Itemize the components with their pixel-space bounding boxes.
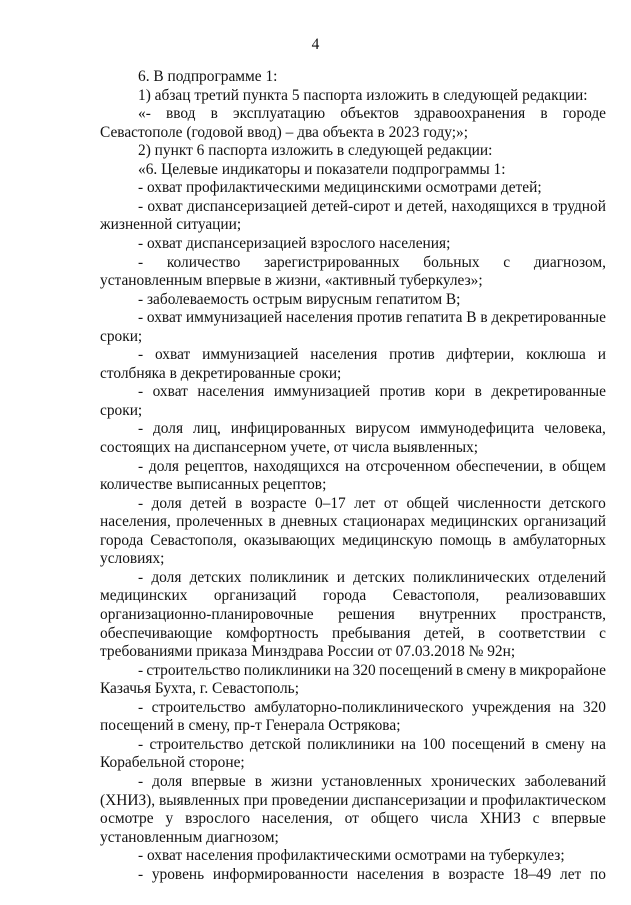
text-line: Севастополе (годовой ввод) – два объекта в 2023 году;»; bbox=[100, 123, 468, 141]
text-line bbox=[138, 383, 606, 401]
word: 320 bbox=[352, 661, 376, 679]
word: помощь bbox=[439, 531, 492, 549]
page-number: 4 bbox=[311, 36, 320, 53]
word: детей-сирот bbox=[311, 197, 391, 215]
word: охват bbox=[146, 309, 183, 327]
text-line: посещений в смену, пр-т Генерала Острякова; bbox=[100, 717, 401, 735]
word: - bbox=[138, 735, 144, 753]
word: в bbox=[254, 772, 263, 790]
word: пребывания bbox=[332, 624, 411, 642]
word: и bbox=[394, 197, 403, 215]
word: охват bbox=[147, 197, 183, 215]
word: населения bbox=[310, 346, 378, 364]
word: коклюша bbox=[526, 346, 586, 364]
word: и bbox=[336, 568, 345, 586]
word: детских bbox=[189, 568, 242, 586]
word: стационарах bbox=[343, 513, 426, 531]
word: в bbox=[498, 531, 506, 549]
word: доля bbox=[152, 772, 183, 790]
word: с bbox=[503, 253, 511, 271]
word: 18–49 bbox=[512, 865, 552, 883]
word: в bbox=[477, 624, 486, 642]
word: в bbox=[531, 735, 539, 753]
word: рецептов, bbox=[184, 457, 248, 475]
word: отсроченном bbox=[365, 457, 451, 475]
word: дневных bbox=[281, 513, 338, 531]
word: доля bbox=[148, 457, 179, 475]
word: с bbox=[599, 624, 606, 642]
word: от bbox=[344, 810, 359, 827]
word: «- bbox=[138, 105, 151, 123]
text-line: установленным диагнозом; bbox=[100, 828, 279, 846]
text-line bbox=[100, 810, 606, 828]
word: строительство bbox=[151, 698, 246, 716]
word: заболеваний bbox=[524, 772, 606, 790]
word: иммунизацией bbox=[185, 309, 283, 327]
word: населения bbox=[197, 383, 265, 401]
text-line bbox=[138, 773, 606, 791]
word: охват bbox=[152, 383, 188, 401]
word: в bbox=[455, 661, 464, 679]
word: 0–17 bbox=[314, 494, 346, 512]
word: детской bbox=[249, 735, 301, 753]
text-line bbox=[138, 198, 606, 216]
word: медицинских bbox=[100, 587, 188, 605]
word: лет bbox=[354, 494, 376, 512]
word: в bbox=[268, 513, 276, 531]
word: кори bbox=[434, 383, 466, 401]
text-line: установленным впервые в жизни, «активный туберкулез»; bbox=[100, 272, 483, 290]
text-line: - охват профилактическими медицинскими осмотрами детей; bbox=[138, 179, 542, 197]
word: - bbox=[138, 197, 144, 215]
word: амбулаторных bbox=[512, 531, 606, 549]
word: диагнозом, bbox=[533, 253, 606, 271]
word: возрасте bbox=[250, 494, 307, 512]
word: человека, bbox=[544, 420, 606, 438]
word: в bbox=[480, 309, 488, 327]
word: уровень bbox=[151, 865, 205, 883]
word: В bbox=[466, 309, 477, 327]
text-line: - охват диспансеризацией взрослого населения; bbox=[138, 235, 451, 252]
word: в bbox=[210, 105, 218, 123]
word: против bbox=[356, 309, 403, 327]
word: и bbox=[469, 791, 478, 809]
text-line bbox=[138, 495, 606, 513]
text-line: «6. Целевые индикаторы и показатели подпрограммы 1: bbox=[138, 160, 506, 178]
word: города bbox=[322, 587, 367, 605]
word: лет bbox=[560, 865, 582, 883]
word: медицинских bbox=[430, 513, 518, 531]
word: учреждения bbox=[471, 698, 551, 716]
word: выявленных bbox=[158, 791, 240, 809]
text-line: 2) пункт 6 паспорта изложить в следующей редакции: bbox=[138, 142, 493, 160]
word: организаций bbox=[523, 513, 606, 531]
word: против bbox=[389, 346, 435, 364]
word: детей, bbox=[423, 624, 465, 642]
word: общей bbox=[406, 494, 449, 512]
word: организаций bbox=[213, 587, 297, 605]
word: комфортность bbox=[225, 624, 319, 642]
word: организационно-планировочные bbox=[100, 606, 314, 623]
text-line bbox=[138, 346, 606, 364]
text-line: 1) абзац третий пункта 5 паспорта изложить в следующей редакции: bbox=[138, 86, 588, 104]
word: населения, bbox=[261, 810, 333, 827]
text-line bbox=[138, 420, 606, 438]
word: иммунизацией bbox=[273, 383, 371, 401]
text-line bbox=[100, 532, 606, 550]
word: города bbox=[100, 531, 144, 549]
word: доля bbox=[151, 568, 182, 586]
word: населения bbox=[286, 309, 353, 327]
text-line bbox=[138, 662, 606, 680]
word: ввод bbox=[165, 105, 196, 123]
word: по bbox=[589, 865, 606, 883]
word: в bbox=[234, 494, 243, 512]
word: в bbox=[509, 661, 517, 679]
word: (ХНИЗ), bbox=[100, 791, 156, 809]
word: больных bbox=[423, 253, 480, 271]
text-line bbox=[100, 606, 606, 624]
word: установленных bbox=[321, 772, 422, 790]
word: - bbox=[138, 568, 144, 586]
word: объектов bbox=[340, 105, 399, 123]
word: с bbox=[532, 810, 540, 827]
word: Севастополя, bbox=[392, 587, 480, 605]
word: населения, bbox=[100, 513, 171, 531]
text-line bbox=[138, 569, 606, 587]
text-line bbox=[138, 105, 606, 123]
word: численности bbox=[457, 494, 542, 512]
word: обеспечивающие bbox=[100, 624, 213, 642]
word: в bbox=[541, 197, 549, 215]
text-line: условиях; bbox=[100, 550, 165, 568]
word: реализовавших bbox=[505, 587, 606, 605]
word: населения bbox=[356, 865, 424, 883]
word: посещений bbox=[451, 735, 526, 753]
word: осмотре bbox=[100, 810, 154, 827]
word: городе bbox=[562, 105, 606, 123]
word: на bbox=[345, 457, 361, 475]
word: доля bbox=[152, 420, 184, 438]
word: декретированные bbox=[491, 383, 606, 401]
word: инфицированных bbox=[230, 420, 346, 438]
word: хронических bbox=[430, 772, 516, 790]
text-line: - охват населения профилактическими осмотрами на туберкулез; bbox=[138, 847, 565, 865]
word: - bbox=[138, 346, 144, 364]
text-line: жизненной ситуации; bbox=[100, 216, 242, 234]
text-line: требованиями приказа Минздрава России от 07.03.2018 № 92н; bbox=[100, 643, 516, 661]
text-line: - заболеваемость острым вирусным гепатитом В; bbox=[138, 290, 461, 308]
word: амбулаторно-поликлинического bbox=[254, 698, 464, 716]
text-line: 6. В подпрограмме 1: bbox=[138, 68, 278, 85]
text-line: состоящих на диспансерном учете, от числа выявленных; bbox=[100, 439, 479, 456]
word: дифтерии, bbox=[446, 346, 515, 364]
word: трудной bbox=[552, 197, 606, 215]
word: взрослого bbox=[185, 810, 251, 827]
word: информированности bbox=[212, 865, 349, 883]
text-line bbox=[138, 699, 606, 717]
word: против bbox=[379, 383, 426, 401]
text-line bbox=[138, 254, 606, 272]
word: пространств, bbox=[520, 606, 606, 623]
word: и bbox=[597, 346, 606, 364]
word: эксплуатацию bbox=[233, 105, 326, 123]
word: посещений bbox=[379, 661, 453, 679]
word: гепатита bbox=[406, 309, 463, 327]
word: охват bbox=[155, 346, 191, 364]
text-line: Корабельной стороне; bbox=[100, 754, 245, 772]
word: на bbox=[590, 735, 606, 753]
word: детей, bbox=[406, 197, 448, 215]
word: - bbox=[138, 383, 144, 401]
word: профилактическом bbox=[481, 791, 606, 809]
word: пролеченных bbox=[176, 513, 263, 531]
word: - bbox=[138, 772, 144, 790]
word: - bbox=[138, 661, 144, 679]
word: - bbox=[138, 865, 144, 883]
word: поликлиники bbox=[307, 735, 395, 753]
word: детского bbox=[549, 494, 606, 512]
word: - bbox=[138, 494, 144, 512]
word: обеспечении, bbox=[456, 457, 544, 475]
word: общем bbox=[561, 457, 606, 475]
word: здравоохранения bbox=[414, 105, 526, 123]
text-line bbox=[100, 513, 606, 531]
word: количество bbox=[166, 253, 241, 271]
word: на bbox=[400, 735, 416, 753]
word: поликлиники bbox=[243, 661, 331, 679]
word: возрасте bbox=[448, 865, 505, 883]
text-line: сроки; bbox=[100, 327, 143, 345]
text-line bbox=[100, 792, 606, 810]
word: решения bbox=[338, 606, 395, 623]
word: - bbox=[138, 253, 144, 271]
word: детских bbox=[353, 568, 405, 586]
word: лиц, bbox=[192, 420, 221, 438]
word: - bbox=[138, 309, 144, 327]
word: соответствии bbox=[498, 624, 586, 642]
word: иммунизацией bbox=[202, 346, 299, 364]
word: детей bbox=[190, 494, 227, 512]
word: оказывающих bbox=[243, 531, 336, 549]
text-line: количестве выписанных рецептов; bbox=[100, 476, 327, 494]
word: смену bbox=[545, 735, 585, 753]
text-line bbox=[100, 587, 606, 605]
word: микрорайоне bbox=[519, 661, 606, 679]
word: на bbox=[559, 698, 575, 716]
text-line bbox=[138, 866, 606, 884]
word: 100 bbox=[422, 735, 446, 753]
word: отделений bbox=[538, 568, 606, 586]
word: доля bbox=[151, 494, 182, 512]
word: в bbox=[474, 383, 482, 401]
word: - bbox=[138, 420, 144, 438]
word: в bbox=[548, 457, 557, 475]
word: внутренних bbox=[419, 606, 497, 623]
word: вирусом bbox=[355, 420, 411, 438]
word: 320 bbox=[582, 698, 606, 716]
text-line bbox=[138, 458, 606, 476]
word: иммунодефицита bbox=[420, 420, 535, 438]
word: поликлинических bbox=[413, 568, 530, 586]
word: медицинскую bbox=[342, 531, 433, 549]
word: декретированные bbox=[491, 309, 606, 327]
word: строительство bbox=[149, 735, 244, 753]
word: от bbox=[383, 494, 399, 512]
word: находящихся bbox=[451, 197, 538, 215]
word: при bbox=[243, 791, 268, 809]
word: Севастополя, bbox=[150, 531, 237, 549]
word: - bbox=[138, 457, 144, 475]
word: зарегистрированных bbox=[264, 253, 400, 271]
text-line bbox=[100, 625, 606, 643]
text-line: столбняка в декретированные сроки; bbox=[100, 364, 342, 382]
word: у bbox=[165, 810, 174, 827]
word: жизни bbox=[271, 772, 313, 790]
word: диспансеризацией bbox=[186, 197, 308, 215]
word: ХНИЗ bbox=[479, 810, 521, 827]
word: в bbox=[540, 105, 548, 123]
word: впервые bbox=[191, 772, 246, 790]
text-line: Казачья Бухта, г. Севастополь; bbox=[100, 680, 299, 698]
text-line: сроки; bbox=[100, 401, 143, 419]
text-line bbox=[138, 736, 606, 754]
word: на bbox=[334, 661, 350, 679]
text-line bbox=[138, 309, 606, 327]
word: - bbox=[138, 698, 144, 716]
word: поликлиник bbox=[249, 568, 329, 586]
word: находящихся bbox=[253, 457, 340, 475]
word: диспансеризации bbox=[352, 791, 466, 809]
word: числа bbox=[430, 810, 468, 827]
word: строительство bbox=[146, 661, 241, 679]
word: общего bbox=[370, 810, 419, 827]
word: впервые bbox=[551, 810, 606, 827]
word: в bbox=[432, 865, 440, 883]
word: смену bbox=[466, 661, 506, 679]
word: проведении bbox=[271, 791, 349, 809]
